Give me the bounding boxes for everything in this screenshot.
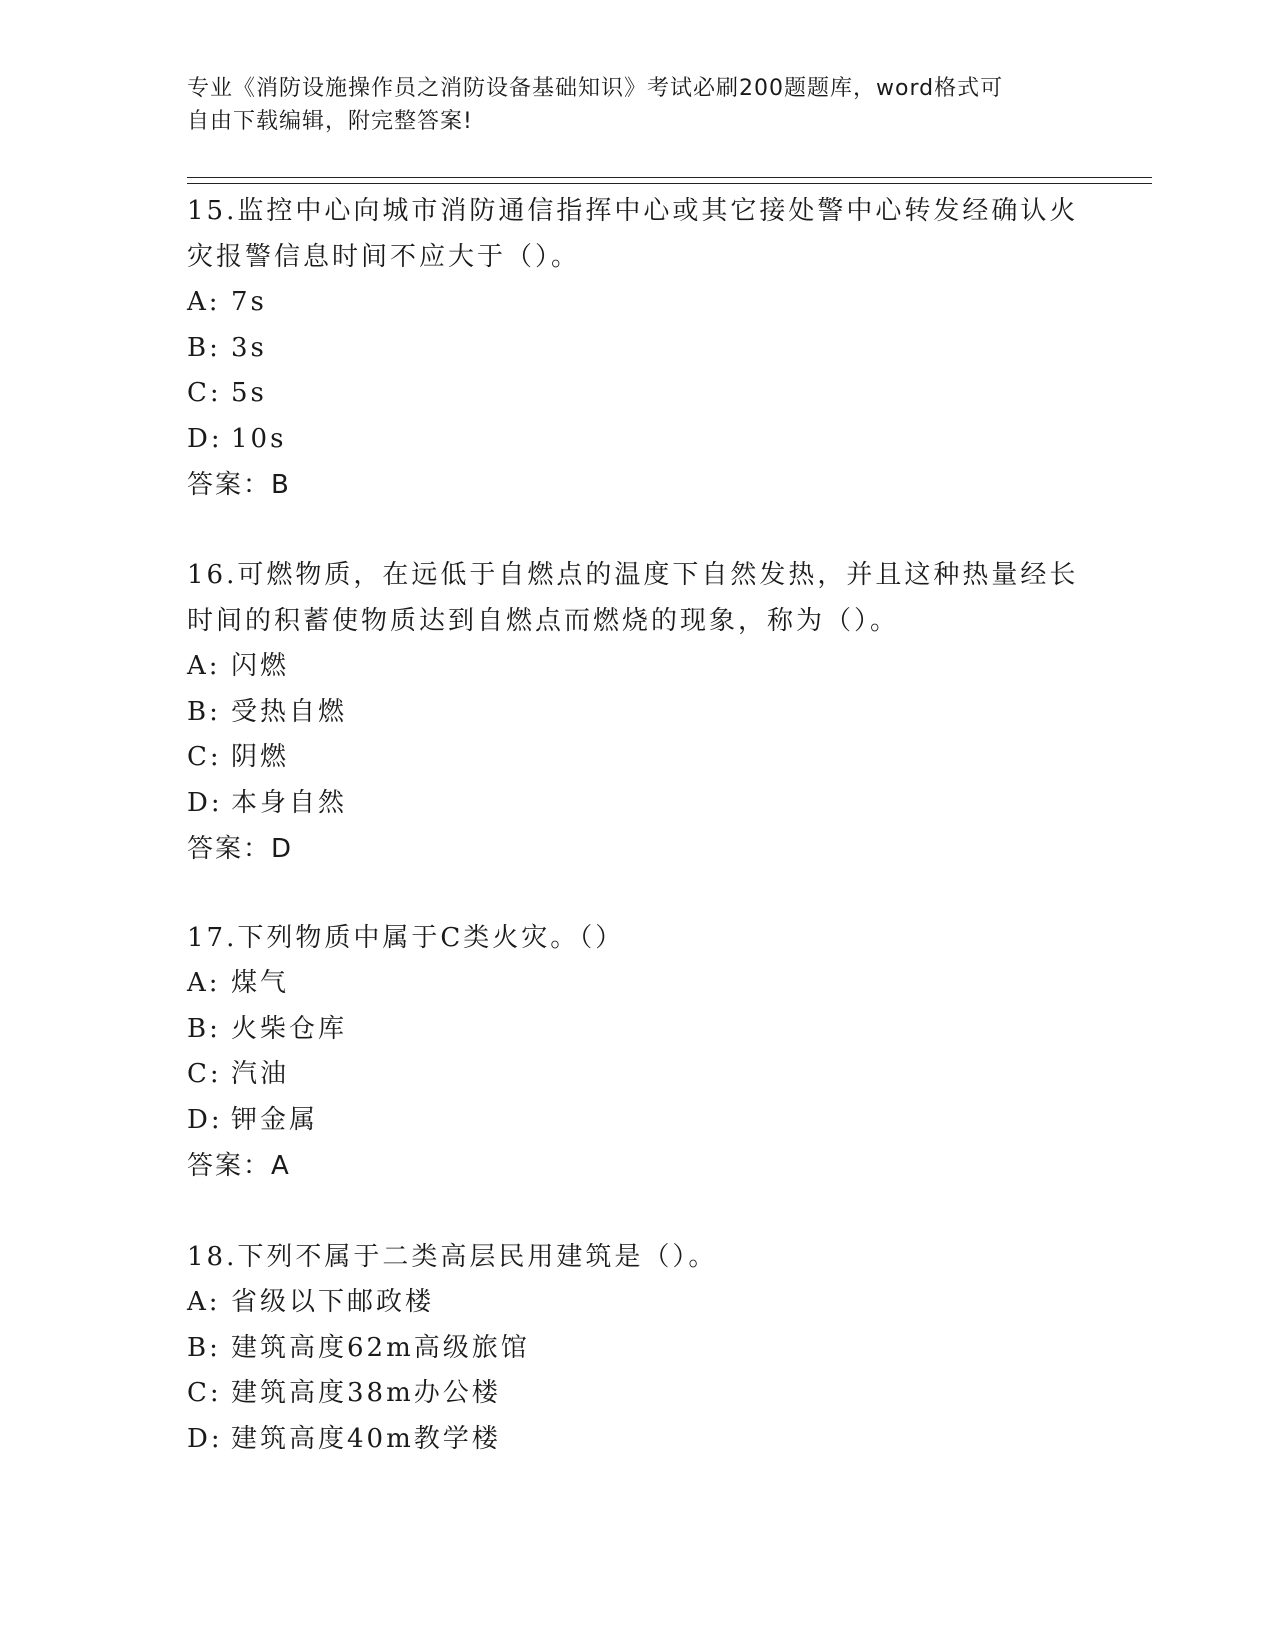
option-text: 建筑高度38m办公楼: [231, 1378, 501, 1408]
question-15: [187, 188, 1087, 508]
question-stem-line-1: 17.下列物质中属于C类火灾。（）: [187, 923, 625, 953]
option-letter: D:: [187, 1423, 223, 1454]
option-a: [187, 644, 1087, 690]
option-letter: A:: [187, 651, 221, 681]
option-text: 建筑高度62m高级旅馆: [231, 1332, 530, 1363]
header-note: [187, 72, 1067, 138]
option-text: 3s: [231, 332, 267, 363]
question-stem-line-2: 灾报警信息时间不应大于（）。: [187, 242, 581, 272]
question-18: [187, 1234, 1087, 1462]
option-text: 受热自燃: [231, 696, 348, 727]
option-c: [187, 371, 1087, 417]
option-a: [187, 1280, 1087, 1326]
option-letter: C:: [187, 1378, 222, 1408]
header-line-1: 专业《消防设施操作员之消防设备基础知识》考试必刷200题题库，word格式可: [187, 76, 1004, 101]
answer-line: 答案：B: [187, 470, 291, 500]
option-text: 汽油: [231, 1059, 290, 1089]
option-text: 煤气: [231, 968, 290, 998]
option-letter: A:: [187, 287, 221, 317]
option-text: 闪燃: [231, 651, 290, 681]
option-a: [187, 280, 1087, 326]
option-letter: D:: [187, 1104, 223, 1135]
question-stem: [187, 1234, 1087, 1280]
question-stem: [187, 188, 1087, 280]
option-text: 本身自然: [231, 787, 348, 818]
option-letter: C:: [187, 378, 222, 408]
question-stem: [187, 552, 1087, 644]
option-d: [187, 417, 1087, 463]
question-stem-line-2: 时间的积蓄使物质达到自燃点而燃烧的现象，称为（）。: [187, 606, 900, 636]
option-letter: A:: [187, 968, 221, 998]
option-d: [187, 1098, 1087, 1144]
header-line-2: 自由下载编辑，附完整答案!: [187, 109, 473, 134]
option-letter: B:: [187, 696, 221, 727]
option-b: [187, 326, 1087, 372]
header-divider-bottom: [187, 183, 1152, 184]
option-letter: B:: [187, 1332, 221, 1363]
question-stem-line-1: 16.可燃物质，在远低于自燃点的温度下自然发热，并且这种热量经长: [187, 560, 1079, 590]
question-stem-line-1: 15.监控中心向城市消防通信指挥中心或其它接处警中心转发经确认火: [187, 196, 1079, 226]
option-b: [187, 1007, 1087, 1053]
option-text: 钾金属: [231, 1104, 319, 1135]
option-letter: B:: [187, 332, 221, 363]
option-letter: D:: [187, 423, 223, 454]
option-text: 省级以下邮政楼: [231, 1287, 435, 1317]
question-stem-line-1: 18.下列不属于二类高层民用建筑是（）。: [187, 1242, 718, 1272]
option-d: [187, 1417, 1087, 1463]
option-c: [187, 1371, 1087, 1417]
answer-line: 答案：A: [187, 1151, 291, 1181]
answer-line: 答案：D: [187, 834, 294, 864]
option-letter: B:: [187, 1013, 221, 1044]
option-d: [187, 781, 1087, 827]
header-divider-top: [187, 177, 1152, 178]
option-b: [187, 1326, 1087, 1372]
option-text: 5s: [231, 378, 267, 408]
option-letter: D:: [187, 787, 223, 818]
option-b: [187, 690, 1087, 736]
option-text: 阴燃: [231, 742, 290, 772]
question-17: [187, 915, 1087, 1189]
option-text: 建筑高度40m教学楼: [231, 1423, 501, 1454]
option-c: [187, 1052, 1087, 1098]
option-letter: A:: [187, 1287, 221, 1317]
question-16: [187, 552, 1087, 872]
option-letter: C:: [187, 742, 222, 772]
option-a: [187, 961, 1087, 1007]
option-c: [187, 735, 1087, 781]
option-text: 火柴仓库: [231, 1013, 348, 1044]
option-text: 10s: [231, 423, 287, 454]
option-letter: C:: [187, 1059, 222, 1089]
option-text: 7s: [231, 287, 267, 317]
question-stem: [187, 915, 1087, 961]
